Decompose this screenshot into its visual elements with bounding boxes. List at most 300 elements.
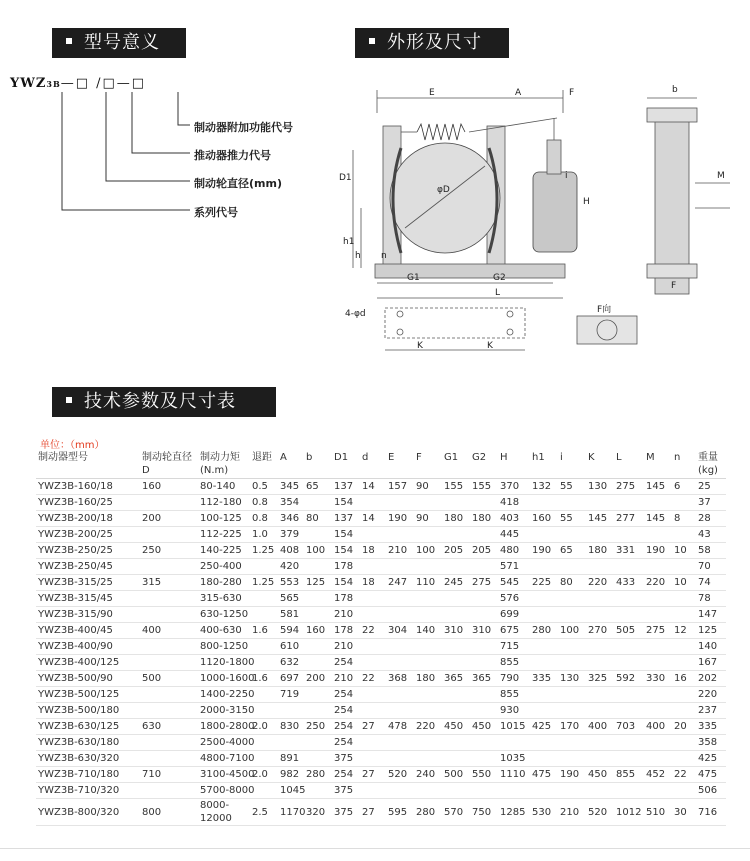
table-cell: 160 (304, 623, 332, 639)
table-cell: 331 (614, 543, 644, 559)
table-cell (586, 559, 614, 575)
column-header: d (360, 450, 386, 479)
table-cell: 275 (644, 623, 672, 639)
table-cell: 358 (696, 735, 726, 751)
column-header: b (304, 450, 332, 479)
table-cell: YWZ3B-400/125 (36, 655, 140, 671)
column-header: 退距 (250, 450, 278, 479)
table-cell (672, 639, 696, 655)
table-cell: 699 (498, 607, 530, 623)
table-cell: 632 (278, 655, 304, 671)
table-cell: 254 (332, 719, 360, 735)
table-cell: 100 (414, 543, 442, 559)
table-row (36, 495, 726, 511)
table-cell (442, 751, 470, 767)
table-cell: 210 (558, 799, 586, 826)
table-cell: 180-280 (198, 575, 250, 591)
table-cell: 570 (442, 799, 470, 826)
table-cell (414, 735, 442, 751)
table-cell (442, 655, 470, 671)
table-cell: 506 (696, 783, 726, 799)
table-cell (530, 639, 558, 655)
table-cell: YWZ3B-315/25 (36, 575, 140, 591)
table-cell (586, 591, 614, 607)
brake-drawing-svg (325, 68, 750, 368)
table-cell: 245 (442, 575, 470, 591)
table-cell: 130 (558, 671, 586, 687)
table-cell (386, 703, 414, 719)
table-cell: 65 (558, 543, 586, 559)
table-cell: 254 (332, 687, 360, 703)
table-cell (140, 751, 198, 767)
table-cell: 1.6 (250, 623, 278, 639)
table-cell: 425 (696, 751, 726, 767)
table-cell: 982 (278, 767, 304, 783)
table-cell (386, 687, 414, 703)
table-cell: 250 (304, 719, 332, 735)
dim-F-side: F (671, 281, 677, 291)
table-cell (672, 703, 696, 719)
table-cell (530, 783, 558, 799)
table-row (36, 671, 726, 687)
table-cell (530, 527, 558, 543)
table-cell (614, 527, 644, 543)
column-header: E (386, 450, 414, 479)
table-cell: YWZ3B-250/25 (36, 543, 140, 559)
table-cell: 855 (498, 655, 530, 671)
table-cell: 675 (498, 623, 530, 639)
table-cell: 180 (442, 511, 470, 527)
table-cell: 225 (530, 575, 558, 591)
table-cell: YWZ3B-315/90 (36, 607, 140, 623)
dim-E: E (429, 88, 435, 98)
table-cell: 1015 (498, 719, 530, 735)
table-cell: 530 (530, 799, 558, 826)
dim-i: i (565, 171, 568, 181)
table-cell: 715 (498, 639, 530, 655)
table-cell: 630 (140, 719, 198, 735)
table-cell: 0.8 (250, 511, 278, 527)
table-cell: 170 (558, 719, 586, 735)
table-cell (530, 703, 558, 719)
table-cell (140, 655, 198, 671)
table-cell (470, 735, 498, 751)
table-cell (644, 783, 672, 799)
table-cell: 27 (360, 799, 386, 826)
column-header: M (644, 450, 672, 479)
table-row (36, 655, 726, 671)
table-cell (442, 607, 470, 623)
table-cell: 830 (278, 719, 304, 735)
table-cell: 2000-3150 (198, 703, 250, 719)
table-cell: 28 (696, 511, 726, 527)
table-cell (672, 751, 696, 767)
table-cell (614, 703, 644, 719)
column-header: L (614, 450, 644, 479)
table-header-row (36, 450, 726, 479)
table-cell: 100 (304, 543, 332, 559)
table-cell (672, 735, 696, 751)
table-cell: 1110 (498, 767, 530, 783)
table-cell: 280 (304, 767, 332, 783)
table-cell (614, 687, 644, 703)
table-cell: 2.0 (250, 767, 278, 783)
table-cell: 10 (672, 543, 696, 559)
table-cell: 4800-7100 (198, 751, 250, 767)
table-cell: 445 (498, 527, 530, 543)
table-cell: YWZ3B-200/18 (36, 511, 140, 527)
table-cell (498, 783, 530, 799)
table-cell: 320 (304, 799, 332, 826)
table-cell (140, 607, 198, 623)
table-cell: 550 (470, 767, 498, 783)
table-cell (442, 559, 470, 575)
spec-table-body (36, 479, 726, 826)
table-cell: 365 (470, 671, 498, 687)
table-cell (614, 559, 644, 575)
table-cell (672, 559, 696, 575)
table-cell (386, 527, 414, 543)
table-cell: 130 (586, 479, 614, 495)
table-cell (644, 655, 672, 671)
table-cell (360, 527, 386, 543)
table-cell: 210 (332, 639, 360, 655)
table-cell (414, 703, 442, 719)
table-cell (442, 783, 470, 799)
table-cell (360, 655, 386, 671)
table-cell: 22 (360, 623, 386, 639)
outline-drawing (325, 68, 750, 368)
table-cell (586, 703, 614, 719)
table-cell (644, 527, 672, 543)
table-cell (360, 783, 386, 799)
table-row (36, 623, 726, 639)
table-cell (360, 559, 386, 575)
table-cell: 275 (614, 479, 644, 495)
table-cell: YWZ3B-160/18 (36, 479, 140, 495)
table-cell (386, 591, 414, 607)
table-cell: 100 (558, 623, 586, 639)
table-cell (614, 639, 644, 655)
table-cell: 368 (386, 671, 414, 687)
table-cell: 254 (332, 735, 360, 751)
table-cell (304, 495, 332, 511)
table-cell (414, 751, 442, 767)
table-cell: 65 (304, 479, 332, 495)
table-cell: 210 (332, 607, 360, 623)
table-cell: 510 (644, 799, 672, 826)
legend-series-code: 系列代号 (194, 206, 238, 219)
bullet-square-icon (66, 397, 72, 403)
table-cell: 190 (386, 511, 414, 527)
table-cell (672, 687, 696, 703)
table-cell: 180 (470, 511, 498, 527)
table-cell: 335 (530, 671, 558, 687)
table-row (36, 543, 726, 559)
table-cell (470, 607, 498, 623)
column-header: K (586, 450, 614, 479)
table-cell (470, 783, 498, 799)
table-cell: 205 (442, 543, 470, 559)
table-cell: 8000-12000 (198, 799, 250, 826)
table-row (36, 639, 726, 655)
table-cell (414, 591, 442, 607)
table-row (36, 527, 726, 543)
table-cell (530, 655, 558, 671)
table-cell (304, 735, 332, 751)
table-cell: 190 (530, 543, 558, 559)
table-cell: 205 (470, 543, 498, 559)
table-cell: 545 (498, 575, 530, 591)
table-cell: 630-1250 (198, 607, 250, 623)
table-cell: YWZ3B-630/320 (36, 751, 140, 767)
table-cell: 178 (332, 591, 360, 607)
table-cell (586, 527, 614, 543)
bullet-square-icon (369, 38, 375, 44)
table-cell: 480 (498, 543, 530, 559)
table-cell: 433 (614, 575, 644, 591)
table-cell: 247 (386, 575, 414, 591)
model-meaning-diagram (0, 0, 330, 240)
table-cell (586, 751, 614, 767)
table-cell: 505 (614, 623, 644, 639)
spec-table-head (36, 450, 726, 479)
table-cell: 178 (332, 559, 360, 575)
table-cell: 147 (696, 607, 726, 623)
table-cell (386, 559, 414, 575)
table-cell (304, 783, 332, 799)
table-cell: YWZ3B-800/320 (36, 799, 140, 826)
table-cell: 154 (332, 543, 360, 559)
table-cell (442, 735, 470, 751)
table-cell (530, 687, 558, 703)
table-cell: 250-400 (198, 559, 250, 575)
table-cell: 167 (696, 655, 726, 671)
table-cell: 335 (696, 719, 726, 735)
legend-thrust-code: 推动器推力代号 (194, 149, 271, 162)
table-cell: 354 (278, 495, 304, 511)
table-cell: 210 (332, 671, 360, 687)
table-cell (558, 591, 586, 607)
table-cell (644, 751, 672, 767)
table-cell: 304 (386, 623, 414, 639)
table-cell (470, 639, 498, 655)
table-cell (140, 783, 198, 799)
table-cell: 1045 (278, 783, 304, 799)
table-cell: 14 (360, 479, 386, 495)
table-cell: 80 (558, 575, 586, 591)
table-cell: YWZ3B-500/125 (36, 687, 140, 703)
table-cell: 1285 (498, 799, 530, 826)
table-cell (614, 751, 644, 767)
table-cell (304, 655, 332, 671)
table-cell: 418 (498, 495, 530, 511)
table-cell (614, 735, 644, 751)
table-cell: 855 (614, 767, 644, 783)
table-cell (614, 655, 644, 671)
dim-M: M (717, 171, 725, 181)
table-cell (250, 639, 278, 655)
table-cell: 90 (414, 511, 442, 527)
table-cell: 5700-8000 (198, 783, 250, 799)
table-cell: 400 (140, 623, 198, 639)
dim-b: b (672, 85, 678, 95)
table-cell (470, 527, 498, 543)
table-cell (304, 559, 332, 575)
table-cell: 400 (644, 719, 672, 735)
table-cell (414, 607, 442, 623)
section-header-model: 型号意义 (52, 28, 186, 58)
table-cell: 100-125 (198, 511, 250, 527)
table-cell: 1000-1600 (198, 671, 250, 687)
table-cell: 595 (386, 799, 414, 826)
table-cell: 450 (586, 767, 614, 783)
table-cell: 345 (278, 479, 304, 495)
table-cell: 37 (696, 495, 726, 511)
table-cell: 55 (558, 479, 586, 495)
column-header: h1 (530, 450, 558, 479)
table-cell: 110 (414, 575, 442, 591)
table-cell (360, 639, 386, 655)
table-cell (304, 591, 332, 607)
table-cell: 855 (498, 687, 530, 703)
table-cell: 190 (558, 767, 586, 783)
table-row (36, 719, 726, 735)
table-cell (530, 607, 558, 623)
table-cell: 800 (140, 799, 198, 826)
table-cell (530, 751, 558, 767)
table-cell: 1.25 (250, 575, 278, 591)
column-header: A (278, 450, 304, 479)
table-cell: YWZ3B-500/180 (36, 703, 140, 719)
table-cell (304, 687, 332, 703)
table-cell (250, 607, 278, 623)
table-cell: 210 (386, 543, 414, 559)
table-cell (414, 687, 442, 703)
table-cell (140, 703, 198, 719)
dim-G2: G2 (493, 273, 506, 283)
table-cell (530, 495, 558, 511)
table-cell: 58 (696, 543, 726, 559)
table-cell: 1170 (278, 799, 304, 826)
column-header: H (498, 450, 530, 479)
table-cell (498, 735, 530, 751)
table-cell (586, 655, 614, 671)
table-cell (360, 591, 386, 607)
column-header: G1 (442, 450, 470, 479)
table-cell (386, 783, 414, 799)
table-cell: 14 (360, 511, 386, 527)
table-cell: 1.25 (250, 543, 278, 559)
table-cell: 571 (498, 559, 530, 575)
table-cell (558, 735, 586, 751)
table-cell: 375 (332, 799, 360, 826)
table-cell: YWZ3B-315/45 (36, 591, 140, 607)
table-cell (304, 607, 332, 623)
table-cell (586, 735, 614, 751)
table-cell: 155 (470, 479, 498, 495)
table-cell: 420 (278, 559, 304, 575)
table-cell (304, 751, 332, 767)
table-cell: 157 (386, 479, 414, 495)
column-header: 制动轮直径 D (140, 450, 198, 479)
table-cell (586, 783, 614, 799)
table-cell: YWZ3B-710/180 (36, 767, 140, 783)
table-cell: 553 (278, 575, 304, 591)
table-cell: 125 (696, 623, 726, 639)
table-cell: 78 (696, 591, 726, 607)
column-header: 制动器型号 (36, 450, 140, 479)
table-cell: 70 (696, 559, 726, 575)
table-cell (644, 639, 672, 655)
table-cell: 1.0 (250, 527, 278, 543)
table-cell: 55 (558, 511, 586, 527)
table-cell: 280 (530, 623, 558, 639)
table-cell (470, 495, 498, 511)
table-cell: YWZ3B-630/180 (36, 735, 140, 751)
table-cell (558, 559, 586, 575)
legend-wheel-diameter: 制动轮直径(mm) (194, 177, 282, 190)
table-cell: 697 (278, 671, 304, 687)
table-cell: 240 (414, 767, 442, 783)
table-cell: 30 (672, 799, 696, 826)
table-cell: 520 (386, 767, 414, 783)
table-cell: 716 (696, 799, 726, 826)
column-header: 制动力矩 (N.m) (198, 450, 250, 479)
table-cell (558, 751, 586, 767)
table-cell: 18 (360, 575, 386, 591)
table-cell: 74 (696, 575, 726, 591)
table-cell: 18 (360, 543, 386, 559)
table-row (36, 479, 726, 495)
table-cell: 180 (586, 543, 614, 559)
column-header: F (414, 450, 442, 479)
section-header-tech-params: 技术参数及尺寸表 (52, 387, 276, 417)
table-cell: 270 (586, 623, 614, 639)
table-cell (644, 703, 672, 719)
table-cell: 594 (278, 623, 304, 639)
table-cell (140, 527, 198, 543)
table-cell: 202 (696, 671, 726, 687)
table-cell (360, 735, 386, 751)
table-cell (360, 687, 386, 703)
table-cell (644, 495, 672, 511)
table-cell: 43 (696, 527, 726, 543)
dim-h: h (355, 251, 361, 261)
table-cell: 403 (498, 511, 530, 527)
table-cell (672, 591, 696, 607)
table-cell: 310 (442, 623, 470, 639)
table-cell (278, 735, 304, 751)
table-cell (530, 559, 558, 575)
table-cell: 277 (614, 511, 644, 527)
table-cell: 330 (644, 671, 672, 687)
table-cell (470, 559, 498, 575)
table-cell: 16 (672, 671, 696, 687)
table-cell (386, 751, 414, 767)
table-cell: 154 (332, 527, 360, 543)
table-cell (386, 639, 414, 655)
table-cell: 400-630 (198, 623, 250, 639)
table-cell (140, 591, 198, 607)
table-cell: 160 (140, 479, 198, 495)
column-header: 重量 (kg) (696, 450, 726, 479)
table-cell: 10 (672, 575, 696, 591)
column-header: D1 (332, 450, 360, 479)
table-cell (386, 495, 414, 511)
dim-A: A (515, 88, 522, 98)
table-cell: 112-225 (198, 527, 250, 543)
